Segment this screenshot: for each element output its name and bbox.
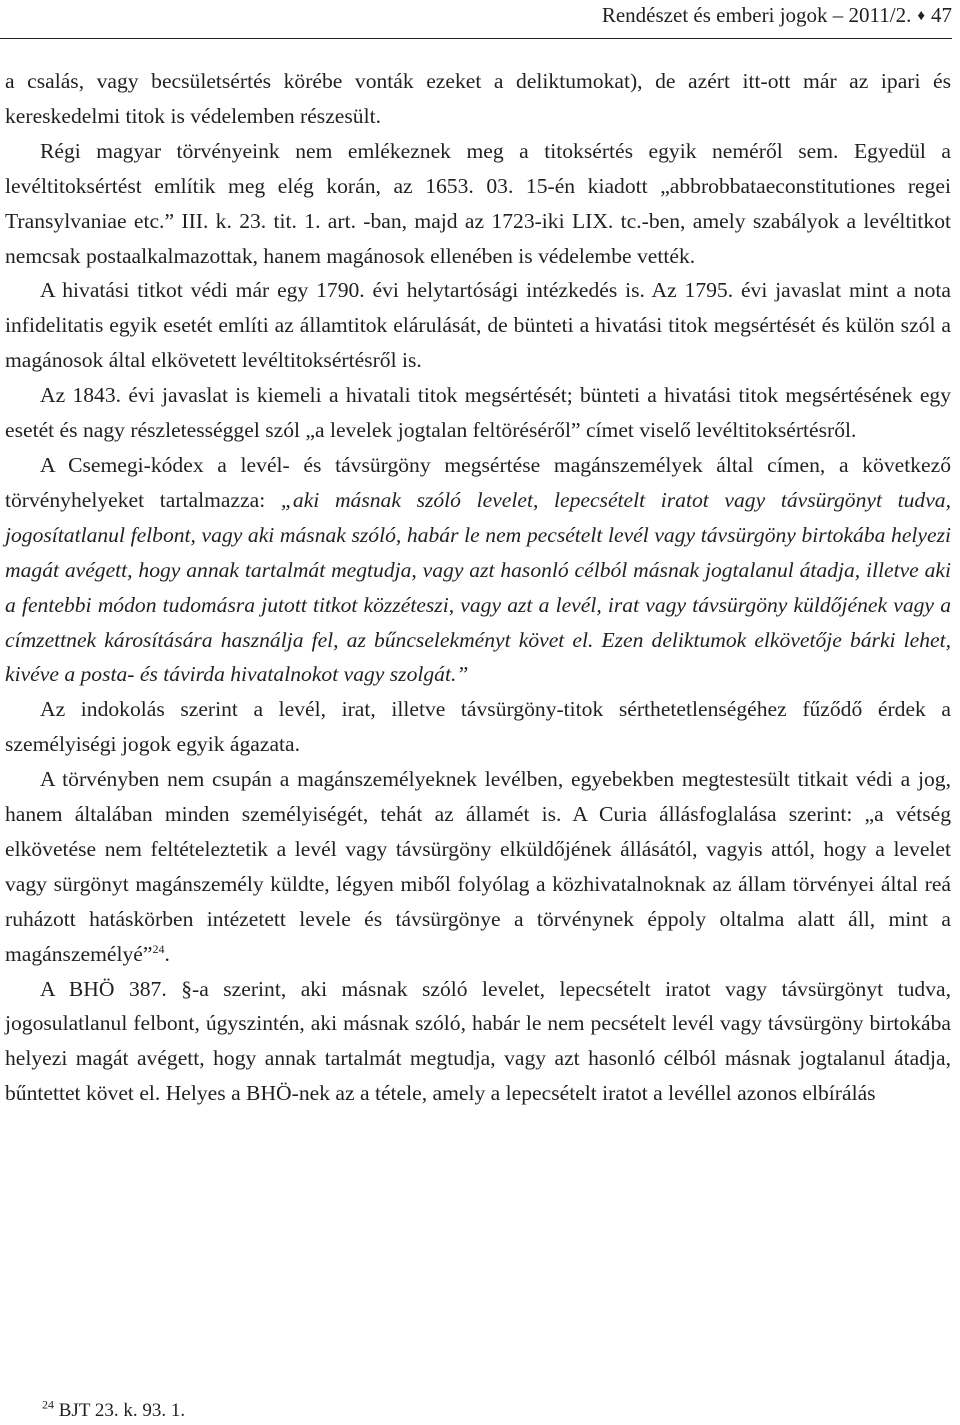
paragraph-text: A törvényben nem csupán a magánszemélyeknek levélben, egyebekben megtestesült titkait védi a jog, hanem általában minden személyiségét, tehát az államét is. A Curia állásfoglalása szerint: „a vétség elkövetése nem feltételeztetik a levél vagy távsürgöny elküldőjének állásától, vagyis attól, hogy a levelet vagy sürgönyt magánszemély küldte, légyen miből folyólag a közhivatalnoknak az állam törvényei által reá ruházott hatáskörben intézetett levele és távsürgönye a törvénynek éppoly oltalma alatt áll, mint a magánszemélyé” xyxy=(5,767,951,966)
paragraph-end: . xyxy=(164,941,170,966)
paragraph: A BHÖ 387. §-a szerint, aki másnak szóló levelet, lepecsételt iratot vagy távsürgönyt tudva, jogosulatlanul felbont, úgyszintén, aki másnak szóló, habár le nem pecsételt levél vagy távsürgöny birtokába helyezi magát avégett, hogy annak tartalmát megtudja, vagy azt hasonló célból másnak jogtalanul átadja, bűntettet követ el. Helyes a BHÖ-nek az a tétele, amely a lepecsételt iratot a levéllel azonos elbírálás xyxy=(5,976,951,1106)
journal-title: Rendészet és emberi jogok – 2011/2. xyxy=(601,3,912,27)
paragraph: Az indokolás szerint a levél, irat, illetve távsürgöny-titok sérthetetlenségéhez fűződő érdek a személyiségi jogok egyik ágazata. xyxy=(5,697,951,757)
paragraph: a csalás, vagy becsületsértés körébe vonták ezeket a deliktumokat), de azért itt-ott már az ipari és kereskedelmi titok is védelemben részesült. xyxy=(5,69,951,128)
paragraph: Az 1843. évi javaslat is kiemeli a hivatali titok megsértését; bünteti a hivatási titok megsértésének egy esetét és nagy részletességgel szól „a levelek jogtalan feltöréséről” címet viselő levéltitoksértésről. xyxy=(5,383,951,443)
paragraph xyxy=(5,448,951,692)
paragraph: Régi magyar törvényeink nem emlékeznek meg a titoksértés egyik neméről sem. Egyedül a levéltitoksértést említik meg elég korán, az 1653. 03. 15-én kiadott „abbrobbataeconstitutiones regei Transylvaniae etc.” III. k. 23. tit. 1. art. -ban, majd az 1723-iki LIX. tc.-ben, amely szabályok a levéltitkot nemcsak postaalkalmazottak, hanem magánosok ellenében is védelembe vették. xyxy=(5,138,951,268)
footnote-text: BJT 23. k. 93. 1. xyxy=(58,1400,186,1421)
diamond-separator-icon: ♦ xyxy=(917,8,925,24)
quoted-statute: „aki másnak szóló levelet, lepecsételt iratot vagy távsürgönyt tudva, jogosítatlanul felbont, vagy aki másnak szóló, habár le nem pecsételt levél vagy távsürgöny birtokába helyezi magát avégett, hogy annak tartalmát megtudja, vagy azt hasonló célból másnak jogtalanul átadja, illetve aki a fentebbi módon tudomásra jutott titkot közzéteszi, vagy azt a levél, irat vagy távsürgöny küldőjének vagy a címzettnek károsítására használja fel, az bűncselekményt követ el. Ezen deliktumok elkövetője bárki lehet, kivéve a posta- és távirda hivatalnokot vagy szolgát.” xyxy=(5,487,951,687)
paragraph-intro: A Csemegi-kódex a levél- és távsürgöny megsértése magánszemélyek által címen, a következő törvényhelyeket tartalmazza: xyxy=(5,452,951,512)
footnote-reference: 24 xyxy=(152,941,165,956)
main-text xyxy=(5,64,951,1111)
running-header xyxy=(0,0,952,39)
page-number: 47 xyxy=(931,3,952,27)
footnote-number: 24 xyxy=(42,1397,54,1412)
footnote xyxy=(42,1398,185,1424)
paragraph xyxy=(5,762,951,971)
paragraph: A hivatási titkot védi már egy 1790. évi helytartósági intézkedés is. Az 1795. évi javaslat mint a nota infidelitatis egyik esetét említi az államtitok elárulását, de bünteti a hivatási titok megsértését és külön szól a magánosok által elkövetett levéltitoksértésről is. xyxy=(5,278,951,373)
